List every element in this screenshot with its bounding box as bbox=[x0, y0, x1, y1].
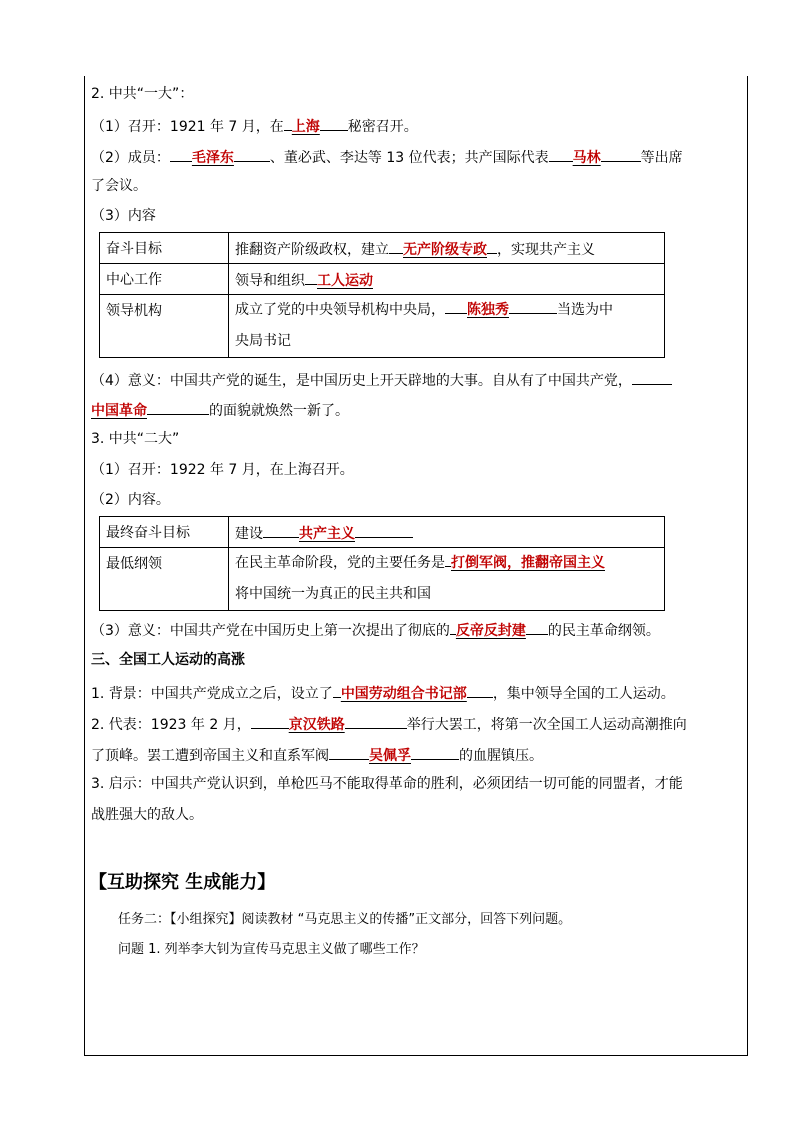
section-title: 3. 中共“二大” bbox=[91, 431, 180, 447]
answer: 无产阶级专政 bbox=[403, 242, 487, 258]
text-line: 中国革命 的面貌就焕然一新了。 bbox=[91, 398, 349, 421]
answer: 反帝反封建 bbox=[455, 623, 526, 639]
table-row: 最低纲领 在民主革命阶段，党的主要任务是 打倒军阀，推翻帝国主义 将中国统一为真正的民主共和国 bbox=[100, 548, 665, 611]
text-line: （1）召开：1922 年 7 月，在上海召开。 bbox=[91, 462, 354, 478]
section-title: 2. 中共“一大”： bbox=[91, 86, 194, 102]
table-row: 领导机构 成立了党的中央领导机构中央局， 陈独秀 当选为中 央局书记 bbox=[100, 295, 665, 358]
answer: 工人运动 bbox=[317, 273, 373, 289]
section-heading: 三、全国工人运动的高涨 bbox=[91, 652, 245, 668]
text-line: 战胜强大的敌人。 bbox=[91, 807, 203, 823]
question-text: 问题 1. 列举李大钊为宣传马克思主义做了哪些工作？ bbox=[118, 942, 425, 957]
text-line: （3）意义：中国共产党在中国历史上第一次提出了彻底的 反帝反封建 的民主革命纲领。 bbox=[91, 618, 660, 641]
answer: 中国劳动组合书记部 bbox=[340, 686, 467, 702]
answer: 中国革命 bbox=[91, 403, 147, 419]
answer: 上海 bbox=[291, 119, 320, 135]
task-text: 任务二：【小组探究】阅读教材 “马克思主义的传播”正文部分，回答下列问题。 bbox=[118, 912, 572, 927]
answer: 共产主义 bbox=[299, 526, 355, 542]
answer: 毛泽东 bbox=[191, 150, 234, 166]
text-line: （4）意义：中国共产党的诞生，是中国历史上开天辟地的大事。自从有了中国共产党， bbox=[91, 368, 672, 391]
text-line: 了会议。 bbox=[91, 178, 147, 194]
table-row: 奋斗目标 推翻资产阶级政权，建立 无产阶级专政 ，实现共产主义 bbox=[100, 233, 665, 264]
section-heading: 【互助探究 生成能力】 bbox=[89, 872, 276, 893]
answer: 吴佩孚 bbox=[369, 748, 411, 764]
text-line: 2. 代表：1923 年 2 月， 京汉铁路 举行大罢工，将第一次全国工人运动高潮推向 bbox=[91, 712, 687, 735]
text-line: （2）内容。 bbox=[91, 492, 170, 508]
answer: 打倒军阀，推翻帝国主义 bbox=[451, 555, 605, 571]
content-table-1 bbox=[99, 232, 665, 358]
text-line: 3. 启示：中国共产党认识到，单枪匹马不能取得革命的胜利，必须团结一切可能的同盟者，才能 bbox=[91, 776, 683, 792]
text-line: （3）内容 bbox=[91, 208, 156, 224]
table-row: 最终奋斗目标 建设 共产主义 bbox=[100, 517, 665, 548]
answer: 马林 bbox=[572, 150, 601, 166]
text-line: 1. 背景：中国共产党成立之后，设立了 中国劳动组合书记部 ，集中领导全国的工人运动。 bbox=[91, 681, 675, 704]
table-row: 中心工作 领导和组织 工人运动 bbox=[100, 264, 665, 295]
text-line: （1）召开：1921 年 7 月，在 上海 秘密召开。 bbox=[91, 114, 418, 137]
answer: 京汉铁路 bbox=[288, 717, 345, 733]
text-line: （2）成员： 毛泽东 、董必武、李达等 13 位代表；共产国际代表 马林 等出席 bbox=[91, 145, 683, 168]
text-line: 了顶峰。罢工遭到帝国主义和直系军阀 吴佩孚 的血腥镇压。 bbox=[91, 743, 543, 766]
content-table-2 bbox=[99, 516, 665, 611]
answer: 陈独秀 bbox=[467, 302, 509, 318]
